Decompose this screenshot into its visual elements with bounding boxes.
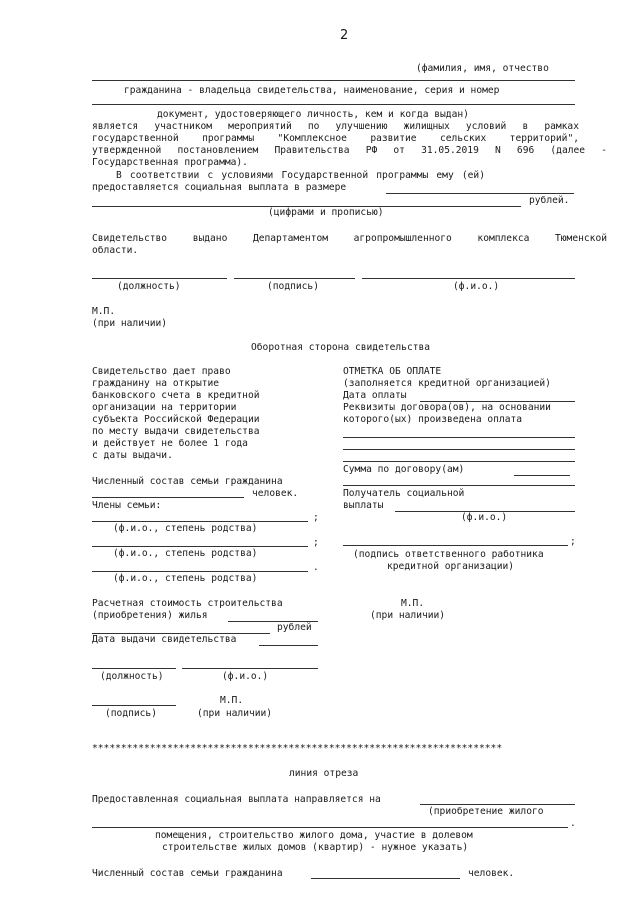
recipient-label-1: Получатель социальной bbox=[343, 488, 465, 499]
bottom-hint-3: строительстве жилых домов (квартир) - нужное указать) bbox=[162, 842, 469, 853]
top-text-5: государственной программы "Комплексное развитие сельских территорий", bbox=[92, 133, 579, 144]
top-mp: М.П. bbox=[92, 306, 116, 317]
top-text-13: области. bbox=[92, 245, 139, 256]
issue-date-line bbox=[259, 645, 318, 646]
bottom-dot: . bbox=[570, 818, 576, 829]
top-line-1 bbox=[92, 80, 575, 81]
member-semi-1: ; bbox=[313, 512, 319, 523]
bottom-family-label: Численный состав семьи гражданина bbox=[92, 868, 283, 879]
payment-req-line-3 bbox=[343, 461, 575, 462]
family-members-label: Члены семьи: bbox=[92, 500, 162, 511]
member-line-2 bbox=[92, 546, 308, 547]
left-line-sign bbox=[92, 705, 176, 706]
rights-line-7: и действует не более 1 года bbox=[92, 438, 248, 449]
payment-sum-line-2 bbox=[343, 485, 575, 486]
family-size-line bbox=[92, 497, 244, 498]
cut-label: линия отреза bbox=[289, 768, 359, 779]
payment-req-line-2 bbox=[343, 449, 575, 450]
bottom-hint-2: помещения, строительство жилого дома, участие в долевом bbox=[155, 830, 473, 841]
rights-line-3: банковского счета в кредитной bbox=[92, 390, 260, 401]
top-hint-fio2: (ф.и.о.) bbox=[453, 281, 500, 292]
payment-req-1: Реквизиты договора(ов), на основании bbox=[343, 402, 551, 413]
resp-hint-1: (подпись ответственного работника bbox=[353, 549, 544, 560]
family-size-label: Численный состав семьи гражданина bbox=[92, 476, 283, 487]
top-line-pos bbox=[92, 278, 227, 279]
left-mp: М.П. bbox=[220, 695, 244, 706]
top-hint-sign: (подпись) bbox=[267, 281, 319, 292]
top-text-6: утвержденной постановлением Правительства РФ от 31.05.2019 N 696 (далее - bbox=[92, 145, 607, 156]
left-hint-pos: (должность) bbox=[100, 671, 164, 682]
top-hint-pos: (должность) bbox=[117, 281, 181, 292]
member-line-3 bbox=[92, 571, 308, 572]
bottom-family-line bbox=[311, 878, 460, 879]
resp-line bbox=[343, 545, 568, 546]
left-line-fio bbox=[182, 668, 318, 669]
payment-date-label: Дата оплаты bbox=[343, 390, 407, 401]
rights-line-2: гражданину на открытие bbox=[92, 378, 220, 389]
cut-stars: *********************************************************************** bbox=[92, 743, 503, 754]
bottom-line-2 bbox=[92, 827, 568, 828]
member-hint-3: (ф.и.о., степень родства) bbox=[113, 573, 258, 584]
member-hint-2: (ф.и.о., степень родства) bbox=[113, 548, 258, 559]
top-hint-document: документ, удостоверяющего личность, кем и когда выдан) bbox=[157, 109, 469, 120]
top-hint-fio: (фамилия, имя, отчество bbox=[416, 63, 549, 74]
member-line-1 bbox=[92, 521, 308, 522]
rights-line-8: с даты выдачи. bbox=[92, 450, 173, 461]
payment-sum-label: Сумма по договору(ам) bbox=[343, 464, 465, 475]
bottom-line-1 bbox=[420, 804, 575, 805]
rights-line-5: субъекта Российской Федерации bbox=[92, 414, 260, 425]
bottom-family-persons: человек. bbox=[468, 868, 515, 879]
right-mp: М.П. bbox=[401, 598, 425, 609]
member-hint-1: (ф.и.о., степень родства) bbox=[113, 523, 258, 534]
family-size-persons: человек. bbox=[252, 488, 299, 499]
right-mp-note: (при наличии) bbox=[370, 610, 446, 621]
payment-title: ОТМЕТКА ОБ ОПЛАТЕ bbox=[343, 366, 442, 377]
top-line-sign bbox=[234, 278, 355, 279]
cost-label-1: Расчетная стоимость строительства bbox=[92, 598, 283, 609]
payment-req-line-1 bbox=[343, 437, 575, 438]
bottom-text-1: Предоставленная социальная выплата направляется на bbox=[92, 794, 381, 805]
top-text-9: предоставляется социальная выплата в размере bbox=[92, 182, 347, 193]
top-text-4: является участником мероприятий по улучшению жилищных условий в рамках bbox=[92, 121, 579, 132]
rights-line-4: организации на территории bbox=[92, 402, 237, 413]
top-hint-digits: (цифрами и прописью) bbox=[268, 207, 384, 218]
member-dot-3: . bbox=[313, 562, 319, 573]
page-number: 2 bbox=[340, 28, 349, 43]
payment-req-2: которого(ых) произведена оплата bbox=[343, 414, 523, 425]
rights-line-1: Свидетельство дает право bbox=[92, 366, 231, 377]
left-mp-note: (при наличии) bbox=[197, 708, 273, 719]
resp-semi: ; bbox=[570, 536, 576, 547]
left-hint-fio: (ф.и.о.) bbox=[222, 671, 269, 682]
reverse-title: Оборотная сторона свидетельства bbox=[251, 342, 431, 353]
bottom-hint-1: (приобретение жилого bbox=[428, 806, 544, 817]
resp-hint-2: кредитной организации) bbox=[387, 561, 515, 572]
top-line-fio bbox=[362, 278, 575, 279]
issue-date-label: Дата выдачи свидетельства bbox=[92, 634, 237, 645]
cost-rub: рублей bbox=[277, 622, 312, 633]
amount-line-1 bbox=[386, 193, 574, 194]
recipient-label-2: выплаты bbox=[343, 500, 384, 511]
top-mp-note: (при наличии) bbox=[92, 318, 168, 329]
left-hint-sign: (подпись) bbox=[105, 708, 157, 719]
recipient-hint-fio: (ф.и.о.) bbox=[461, 512, 508, 523]
top-text-rub: рублей. bbox=[529, 195, 570, 206]
payment-sub: (заполняется кредитной организацией) bbox=[343, 378, 551, 389]
top-text-7: Государственная программа). bbox=[92, 157, 248, 168]
top-text-12: Свидетельство выдано Департаментом агропромышленного комплекса Тюменской bbox=[92, 233, 607, 244]
left-line-pos bbox=[92, 668, 176, 669]
rights-line-6: по месту выдачи свидетельства bbox=[92, 426, 260, 437]
top-hint-holder: гражданина - владельца свидетельства, наименование, серия и номер bbox=[124, 85, 500, 96]
payment-sum-line bbox=[514, 475, 570, 476]
member-semi-2: ; bbox=[313, 537, 319, 548]
top-text-8: В соответствии с условиями Государственной программы ему (ей) bbox=[116, 170, 485, 181]
cost-label-2: (приобретения) жилья bbox=[92, 610, 208, 621]
top-line-2 bbox=[92, 104, 575, 105]
